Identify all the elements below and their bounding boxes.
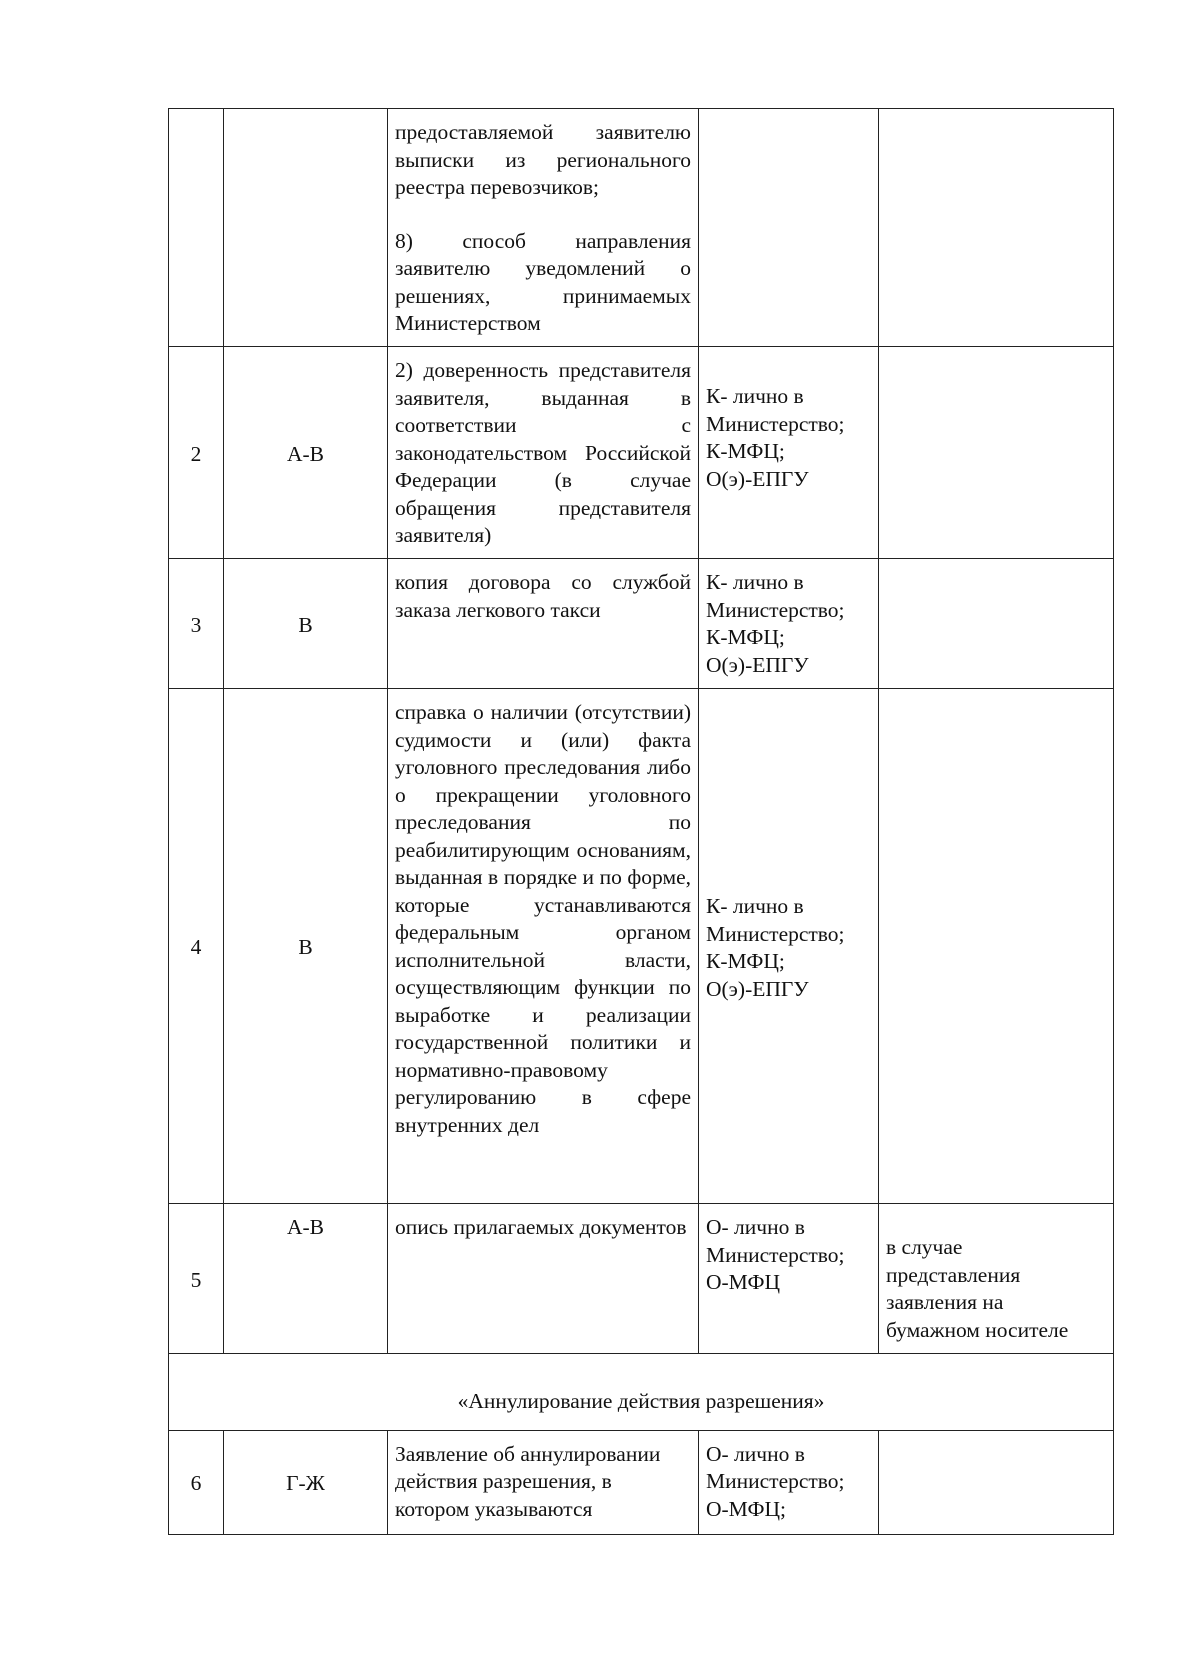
submission-method: О- лично в Министерство; О-МФЦ [699, 1204, 879, 1354]
description-paragraph: опись прилагаемых документов [395, 1215, 687, 1239]
applicant-category [224, 109, 388, 347]
table-row [169, 559, 1114, 689]
description-paragraph: предоставляемой заявителю выписки из регионального реестра перевозчиков; [395, 120, 691, 199]
submission-method: О- лично в Министерство; О-МФЦ; [699, 1430, 879, 1534]
submission-method [699, 109, 879, 347]
document-description [388, 1204, 699, 1354]
note-cell [879, 559, 1114, 689]
documents-table [168, 108, 1114, 1535]
table-row [169, 689, 1114, 1204]
row-number: 2 [169, 347, 224, 559]
submission-method: К- лично в Министерство; К-МФЦ; О(э)-ЕПГУ [699, 689, 879, 1204]
note-cell [879, 1430, 1114, 1534]
note-cell [879, 109, 1114, 347]
row-number: 3 [169, 559, 224, 689]
note-cell [879, 347, 1114, 559]
document-description [388, 689, 699, 1204]
row-number [169, 109, 224, 347]
applicant-category: В [224, 559, 388, 689]
section-title: «Аннулирование действия разрешения» [169, 1354, 1114, 1431]
description-paragraph: 8) способ направления заявителю уведомлений о решениях, принимаемых Министерством [395, 228, 691, 335]
submission-method: К- лично в Министерство; К-МФЦ; О(э)-ЕПГУ [699, 559, 879, 689]
table-row [169, 1430, 1114, 1534]
applicant-category: Г-Ж [224, 1430, 388, 1534]
description-paragraph: справка о наличии (отсутствии) судимости и (или) факта уголовного преследования либо о прекращении уголовного преследования по реабилитирующим основаниям, выданная в порядке и по форме, которые устанавливаются федеральным органом исполнительной власти, осуществляющим функции по выработке и реализации государственной политики и нормативно-правовому регулированию в сфере внутренних дел [395, 700, 691, 1137]
document-description [388, 109, 699, 347]
document-description [388, 347, 699, 559]
note-cell: в случае представления заявления на бумажном носителе [879, 1204, 1114, 1354]
document-description [388, 559, 699, 689]
document-description: Заявление об аннулировании действия разрешения, в котором указываются [388, 1430, 699, 1534]
submission-method: К- лично в Министерство; К-МФЦ; О(э)-ЕПГУ [699, 347, 879, 559]
section-row [169, 1354, 1114, 1431]
table-row [169, 109, 1114, 347]
applicant-category: А-В [224, 347, 388, 559]
row-number: 5 [169, 1204, 224, 1354]
note-cell [879, 689, 1114, 1204]
row-number: 6 [169, 1430, 224, 1534]
applicant-category: А-В [224, 1204, 388, 1354]
applicant-category: В [224, 689, 388, 1204]
row-number: 4 [169, 689, 224, 1204]
description-paragraph: 2) доверенность представителя заявителя, выданная в соответствии с законодательством Российской Федерации (в случае обращения представителя заявителя) [395, 358, 691, 547]
description-paragraph: копия договора со службой заказа легкового такси [395, 570, 691, 622]
table-row [169, 1204, 1114, 1354]
table-row [169, 347, 1114, 559]
